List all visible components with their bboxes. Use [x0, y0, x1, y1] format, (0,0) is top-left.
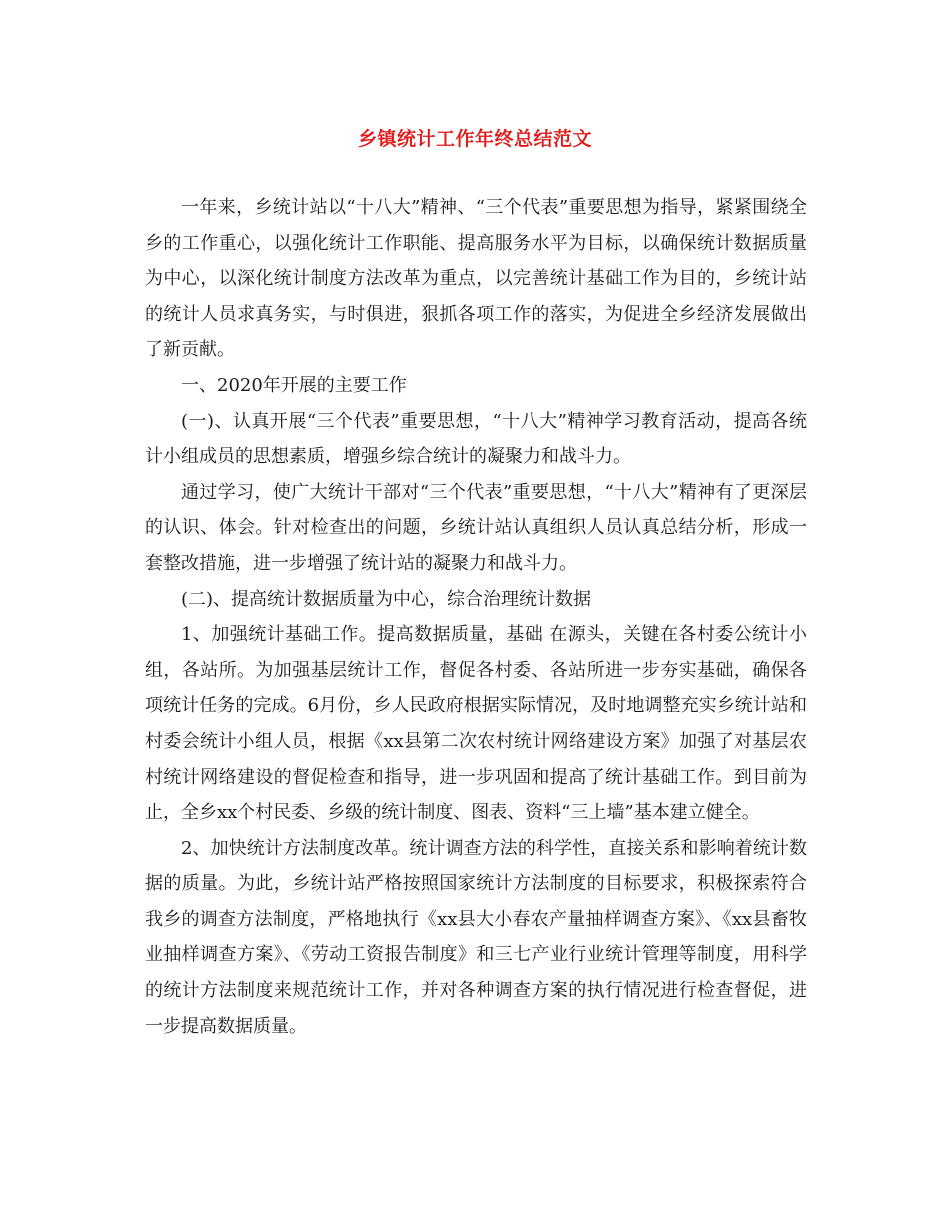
subsection-heading-data-quality: (二)、提高统计数据质量为中心，综合治理统计数据 [181, 588, 592, 610]
document-title: 乡镇统计工作年终总结范文 [357, 128, 592, 150]
section-heading-main-work: 一、2020年开展的主要工作 [181, 374, 407, 396]
document-body [145, 190, 807, 1044]
paragraph-basic-work: 1、加强统计基础工作。提高数据质量，基础 在源头，关键在各村委公统计小组，各站所。为加强基层统计工作，督促各村委、各站所进一步夯实基础，确保各项统计任务的完成。6月份，乡人民政府根据实际情况，及时地调整充实乡统计站和村委会统计小组人员，根据《xx县第二次农村统计网络建设方案》加强了对基层农村统计网络建设的督促检查和指导，进一步巩固和提高了统计基础工作。到目前为止，全乡xx个村民委、乡级的统计制度、图表、资料“三上墙”基本建立健全。 [145, 624, 807, 824]
subsection-heading-study: (一)、认真开展“三个代表”重要思想，“十八大”精神学习教育活动，提高各统计小组成员的思想素质，增强乡综合统计的凝聚力和战斗力。 [145, 410, 807, 468]
paragraph-intro: 一年来，乡统计站以“十八大”精神、“三个代表”重要思想为指导，紧紧围绕全乡的工作重心，以强化统计工作职能、提高服务水平为目标，以确保统计数据质量为中心，以深化统计制度方法改革为重点，以完善统计基础工作为目的，乡统计站的统计人员求真务实，与时俱进，狠抓各项工作的落实，为促进全乡经济发展做出了新贡献。 [145, 197, 807, 361]
paragraph-study-results: 通过学习，使广大统计干部对“三个代表”重要思想，“十八大”精神有了更深层的认识、体会。针对检查出的问题，乡统计站认真组织人员认真总结分析，形成一套整改措施，进一步增强了统计站的凝聚力和战斗力。 [145, 481, 807, 574]
paragraph-method-reform: 2、加快统计方法制度改革。统计调查方法的科学性，直接关系和影响着统计数据的质量。为此，乡统计站严格按照国家统计方法制度的目标要求，积极探索符合我乡的调查方法制度，严格地执行《xx县大小春农产量抽样调查方案》、《xx县畜牧业抽样调查方案》、《劳动工资报告制度》和三七产业行业统计管理等制度，用科学的统计方法制度来规范统计工作，并对各种调查方案的执行情况进行检查督促，进一步提高数据质量。 [145, 837, 807, 1037]
